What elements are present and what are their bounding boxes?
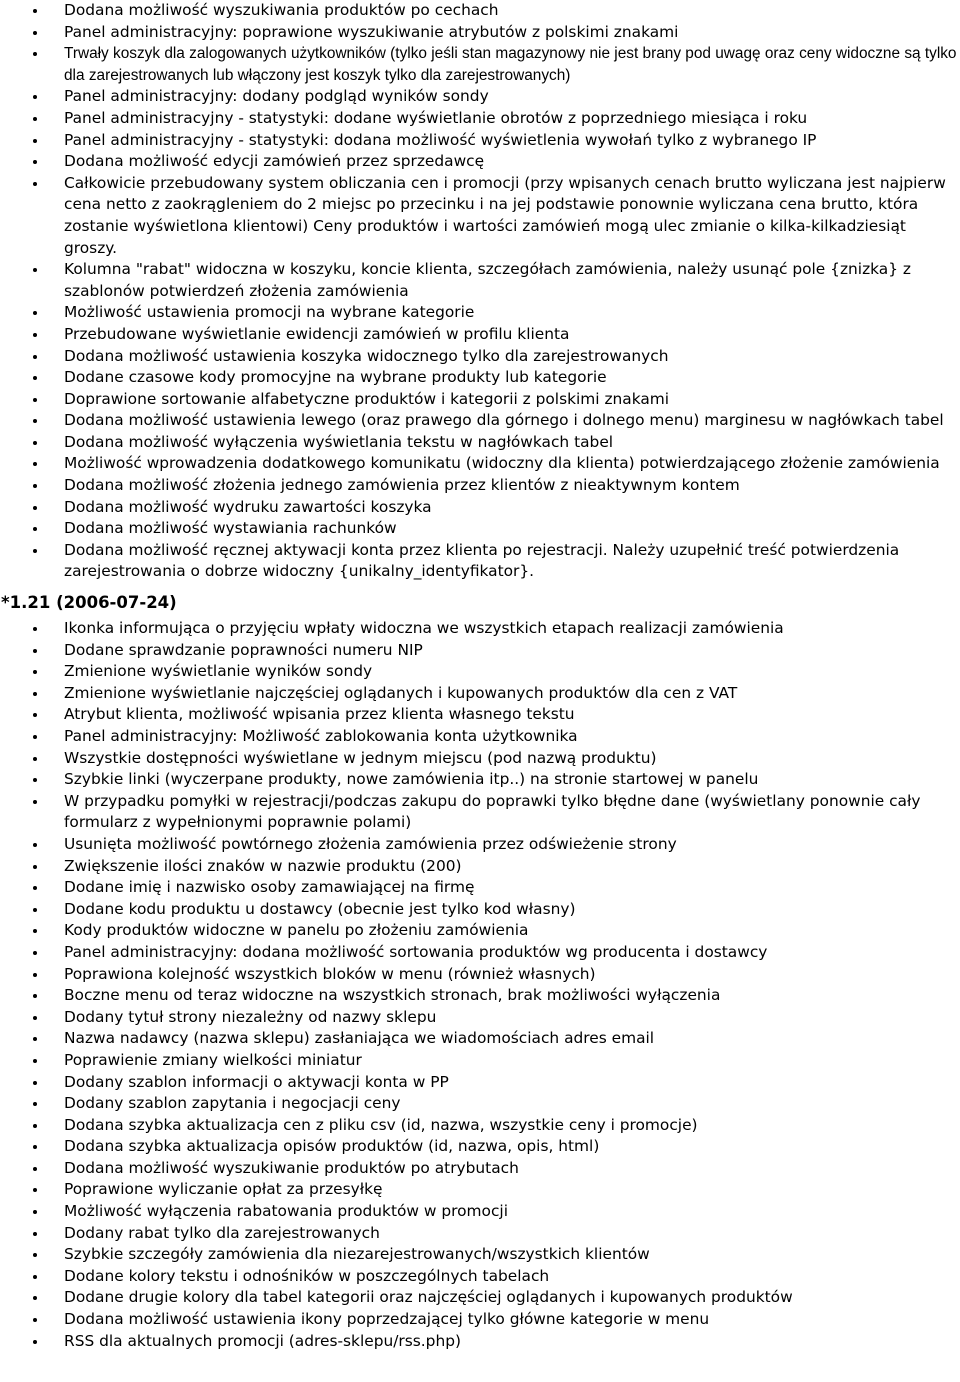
changelog-list-previous xyxy=(0,0,960,583)
list-item: Ikonka informująca o przyjęciu wpłaty widoczna we wszystkich etapach realizacji zamówienia xyxy=(0,618,960,640)
list-item: Dodane sprawdzanie poprawności numeru NIP xyxy=(0,640,960,662)
list-item: Dodana możliwość ustawienia ikony poprzedzającej tylko główne kategorie w menu xyxy=(0,1309,960,1331)
list-item: Dodany rabat tylko dla zarejestrowanych xyxy=(0,1223,960,1245)
list-item: Dodane kolory tekstu i odnośników w poszczególnych tabelach xyxy=(0,1266,960,1288)
list-item: Dodane czasowe kody promocyjne na wybrane produkty lub kategorie xyxy=(0,367,960,389)
list-item: Atrybut klienta, możliwość wpisania przez klienta własnego tekstu xyxy=(0,704,960,726)
version-heading: *1.21 (2006-07-24) xyxy=(1,593,177,613)
list-item: Całkowicie przebudowany system obliczania cen i promocji (przy wpisanych cenach brutto wyliczana jest najpierw cena netto z zaokrągleniem do 2 miejsc po przecinku i na jej podstawie ponownie wyliczana cena brutto, która zostanie wyświetlona klientowi) Ceny produktów i wartości zamówień mogą ulec zmianie o kilka-kilkadziesiąt groszy. xyxy=(0,173,960,259)
list-item: Nazwa nadawcy (nazwa sklepu) zasłaniająca we wiadomościach adres email xyxy=(0,1028,960,1050)
list-item: Dodany szablon zapytania i negocjacji ceny xyxy=(0,1093,960,1115)
list-item: Panel administracyjny: poprawione wyszukiwanie atrybutów z polskimi znakami xyxy=(0,22,960,44)
list-item: Panel administracyjny - statystyki: dodane wyświetlanie obrotów z poprzedniego miesiąca i roku xyxy=(0,108,960,130)
list-item: Poprawione wyliczanie opłat za przesyłkę xyxy=(0,1179,960,1201)
list-item: Wszystkie dostępności wyświetlane w jednym miejscu (pod nazwą produktu) xyxy=(0,748,960,770)
list-item: Dodana możliwość wyszukiwania produktów po cechach xyxy=(0,0,960,22)
list-item: Poprawiona kolejność wszystkich bloków w menu (również własnych) xyxy=(0,964,960,986)
list-item: Szybkie szczegóły zamówienia dla niezarejestrowanych/wszystkich klientów xyxy=(0,1244,960,1266)
list-item: Panel administracyjny: Możliwość zablokowania konta użytkownika xyxy=(0,726,960,748)
list-item: Boczne menu od teraz widoczne na wszystkich stronach, brak możliwości wyłączenia xyxy=(0,985,960,1007)
list-item: Możliwość wyłączenia rabatowania produktów w promocji xyxy=(0,1201,960,1223)
list-item: Dodana szybka aktualizacja opisów produktów (id, nazwa, opis, html) xyxy=(0,1136,960,1158)
list-item: Panel administracyjny - statystyki: dodana możliwość wyświetlenia wywołań tylko z wybranego IP xyxy=(0,130,960,152)
list-item: Doprawione sortowanie alfabetyczne produktów i kategorii z polskimi znakami xyxy=(0,389,960,411)
list-item: Dodana możliwość złożenia jednego zamówienia przez klientów z nieaktywnym kontem xyxy=(0,475,960,497)
list-item: Dodane drugie kolory dla tabel kategorii oraz najczęściej oglądanych i kupowanych produktów xyxy=(0,1287,960,1309)
list-item: Dodana szybka aktualizacja cen z pliku csv (id, nazwa, wszystkie ceny i promocje) xyxy=(0,1115,960,1137)
list-item: Dodana możliwość wyłączenia wyświetlania tekstu w nagłówkach tabel xyxy=(0,432,960,454)
list-item: Zmienione wyświetlanie wyników sondy xyxy=(0,661,960,683)
list-item: Usunięta możliwość powtórnego złożenia zamówienia przez odświeżenie strony xyxy=(0,834,960,856)
list-item: Zwiększenie ilości znaków w nazwie produktu (200) xyxy=(0,856,960,878)
list-item: Dodane kodu produktu u dostawcy (obecnie jest tylko kod własny) xyxy=(0,899,960,921)
list-item: Zmienione wyświetlanie najczęściej oglądanych i kupowanych produktów dla cen z VAT xyxy=(0,683,960,705)
list-item: Panel administracyjny: dodany podgląd wyników sondy xyxy=(0,86,960,108)
list-item: RSS dla aktualnych promocji (adres-sklepu/rss.php) xyxy=(0,1331,960,1353)
list-item: Kody produktów widoczne w panelu po złożeniu zamówienia xyxy=(0,920,960,942)
list-item: Panel administracyjny: dodana możliwość sortowania produktów wg producenta i dostawcy xyxy=(0,942,960,964)
list-item: Możliwość ustawienia promocji na wybrane kategorie xyxy=(0,302,960,324)
list-item: Szybkie linki (wyczerpane produkty, nowe zamówienia itp..) na stronie startowej w panelu xyxy=(0,769,960,791)
list-item: Trwały koszyk dla zalogowanych użytkowników (tylko jeśli stan magazynowy nie jest brany pod uwagę oraz ceny widoczne są tylko dla zarejestrowanych lub włączony jest koszyk tylko dla zarejestrowanych) xyxy=(0,43,960,86)
list-item: Dodana możliwość wyszukiwanie produktów po atrybutach xyxy=(0,1158,960,1180)
list-item: Dodana możliwość ręcznej aktywacji konta przez klienta po rejestracji. Należy uzupełnić treść potwierdzenia zarejestrowania o dobrze widoczny {unikalny_identyfikator}. xyxy=(0,540,960,583)
list-item: Dodana możliwość ustawienia lewego (oraz prawego dla górnego i dolnego menu) marginesu w nagłówkach tabel xyxy=(0,410,960,432)
list-item: Możliwość wprowadzenia dodatkowego komunikatu (widoczny dla klienta) potwierdzającego złożenie zamówienia xyxy=(0,453,960,475)
list-item: Dodany szablon informacji o aktywacji konta w PP xyxy=(0,1072,960,1094)
list-item: Dodany tytuł strony niezależny od nazwy sklepu xyxy=(0,1007,960,1029)
list-item: Dodana możliwość edycji zamówień przez sprzedawcę xyxy=(0,151,960,173)
list-item: Poprawienie zmiany wielkości miniatur xyxy=(0,1050,960,1072)
list-item: Dodane imię i nazwisko osoby zamawiającej na firmę xyxy=(0,877,960,899)
list-item: Przebudowane wyświetlanie ewidencji zamówień w profilu klienta xyxy=(0,324,960,346)
list-item: Dodana możliwość wydruku zawartości koszyka xyxy=(0,497,960,519)
list-item: Dodana możliwość wystawiania rachunków xyxy=(0,518,960,540)
changelog-list-1-21 xyxy=(0,618,960,1352)
list-item: Dodana możliwość ustawienia koszyka widocznego tylko dla zarejestrowanych xyxy=(0,346,960,368)
list-item: Kolumna "rabat" widoczna w koszyku, koncie klienta, szczegółach zamówienia, należy usunąć pole {znizka} z szablonów potwierdzeń złożenia zamówienia xyxy=(0,259,960,302)
list-item: W przypadku pomyłki w rejestracji/podczas zakupu do poprawki tylko błędne dane (wyświetlany ponownie cały formularz z wypełnionymi poprawnie polami) xyxy=(0,791,960,834)
